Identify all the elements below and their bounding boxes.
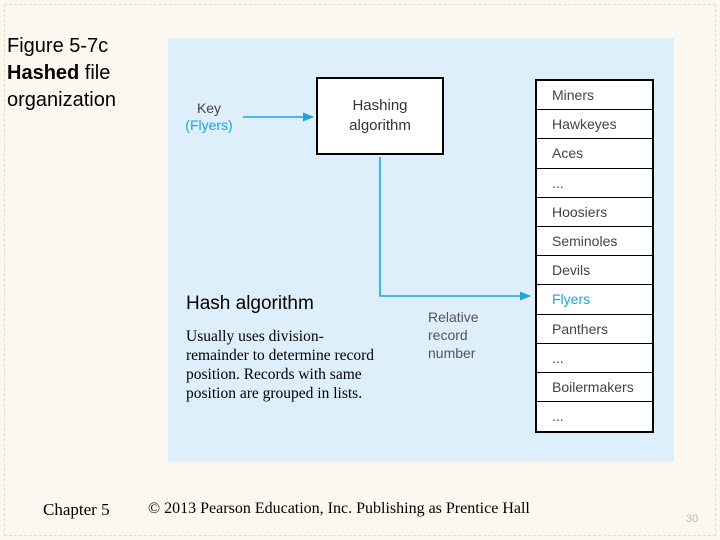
copyright-text: © 2013 Pearson Education, Inc. Publishing as Prentice Hall: [148, 500, 530, 517]
figure-title-rest: file: [79, 62, 111, 84]
record-row: Miners: [537, 81, 652, 110]
record-row: Hoosiers: [537, 198, 652, 227]
callout-heading: Hash algorithm: [186, 293, 314, 314]
hashing-algorithm-box: [316, 77, 444, 155]
record-table: [535, 79, 654, 433]
record-row: ...: [552, 408, 564, 425]
record-row: Boilermakers: [537, 373, 652, 402]
relative-line1: Relative: [428, 309, 479, 325]
figure-title-line3: organization: [7, 89, 116, 111]
callout-body: Usually uses division-remainder to determine record position. Records with same position are grouped in lists.: [186, 328, 375, 402]
figure-title-bold: Hashed: [7, 62, 80, 84]
record-row-highlighted: Flyers: [537, 285, 652, 314]
record-row: Hawkeyes: [537, 110, 652, 139]
key-label-text: Key: [196, 100, 222, 116]
record-row: Seminoles: [537, 227, 652, 256]
page-number: 30: [686, 513, 699, 525]
hash-to-record-arrow: [380, 157, 530, 296]
record-row: Devils: [537, 256, 652, 285]
relative-line2: record: [428, 327, 468, 343]
figure-title-line1: Figure 5-7c: [7, 35, 109, 57]
record-row: Panthers: [537, 315, 652, 344]
record-row: ...: [537, 344, 652, 373]
hashing-box-line1: Hashing: [352, 97, 408, 114]
relative-line3: number: [428, 345, 476, 361]
record-row: ...: [537, 169, 652, 198]
chapter-label: Chapter 5: [43, 500, 110, 519]
relative-record-label: [428, 308, 498, 362]
key-label: [178, 100, 240, 134]
key-value: (Flyers): [185, 117, 233, 133]
hashing-box-line2: algorithm: [349, 117, 411, 134]
record-row: Aces: [537, 139, 652, 168]
